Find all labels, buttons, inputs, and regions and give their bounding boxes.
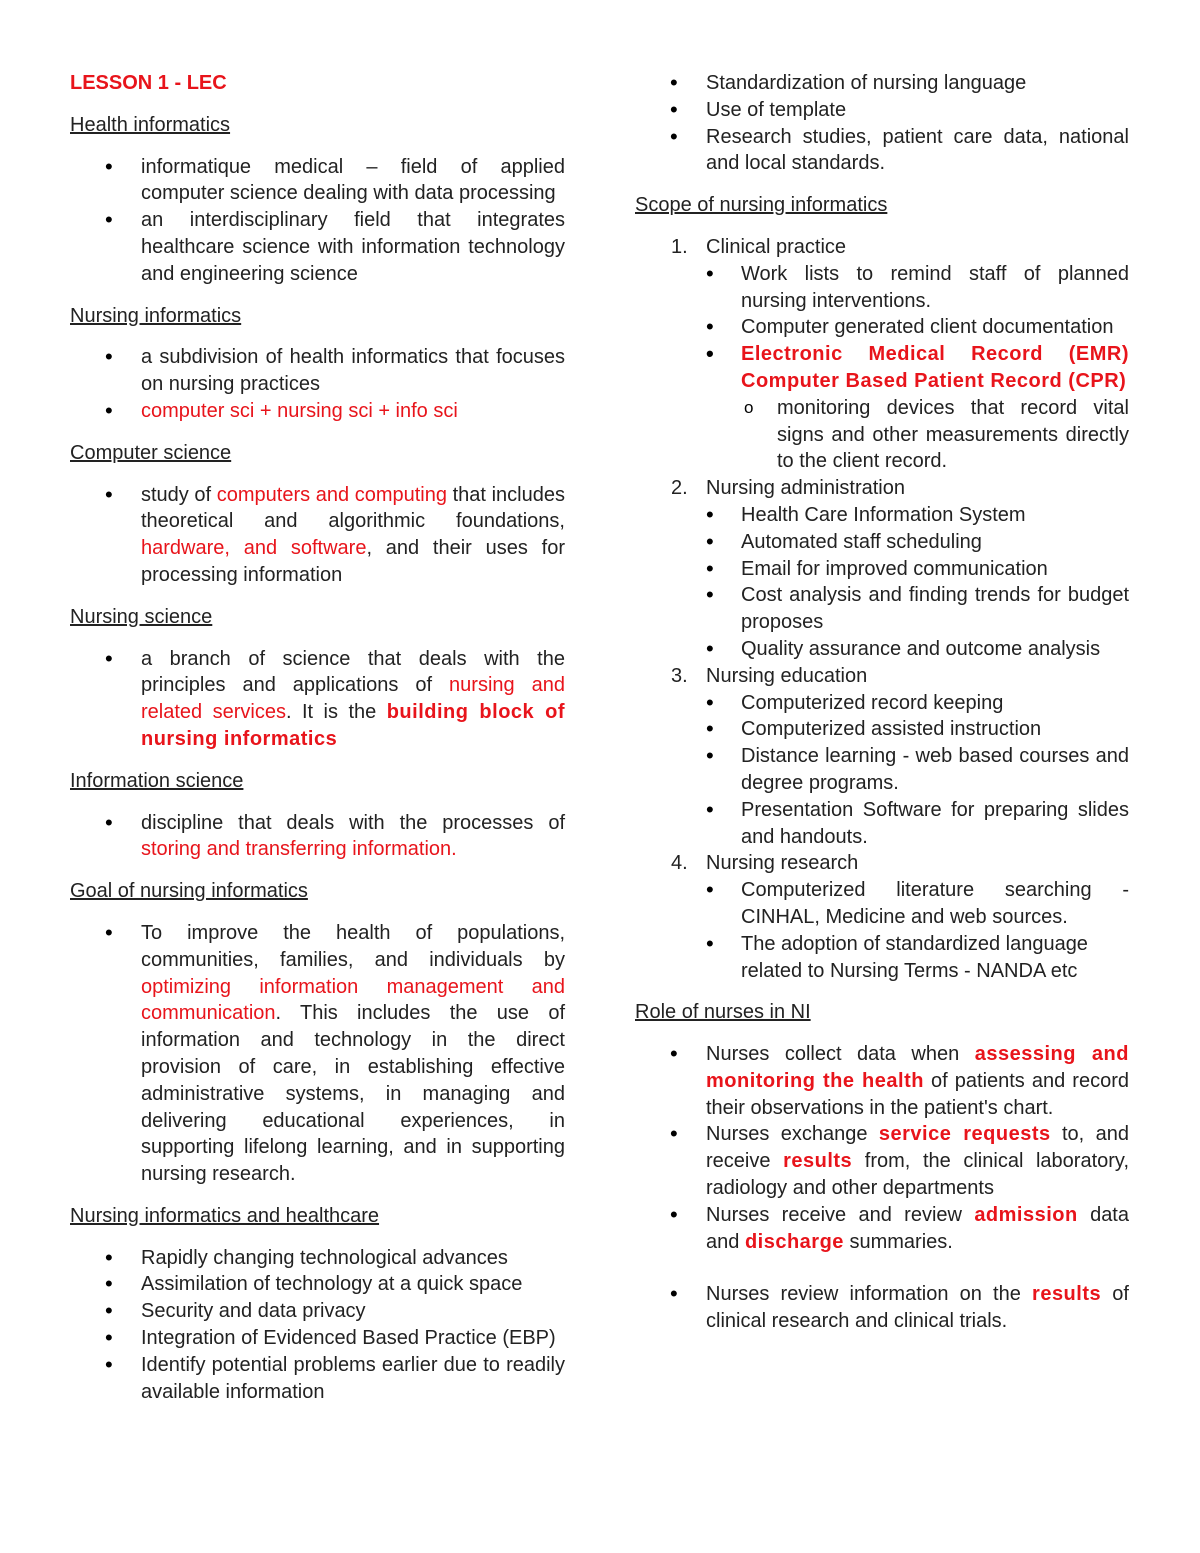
- role-list: [635, 1041, 1129, 1335]
- bold-highlight-text: building block of nursing informatics: [141, 701, 565, 750]
- list-item: • Health Care Information System: [706, 502, 1129, 529]
- list-item-highlight: • computer sci + nursing sci + info sci: [70, 398, 565, 425]
- scope-label: Nursing education: [706, 664, 868, 687]
- text: from, the clinical laboratory, radiology and other departments: [706, 1150, 1130, 1200]
- scope-label: Nursing research: [706, 852, 859, 875]
- scope-nursing-administration: [635, 475, 1129, 663]
- text: a branch of science that deals with the principles and applications of: [141, 647, 565, 697]
- list-item: [70, 646, 565, 753]
- list-number: 4.: [671, 852, 688, 875]
- heading-goal: Goal of nursing informatics: [70, 880, 308, 903]
- heading-role: Role of nurses in NI: [635, 1001, 811, 1024]
- text: .: [451, 838, 457, 861]
- list-item: • Identify potential problems earlier due to readily available information: [70, 1352, 565, 1406]
- list-item: [635, 1202, 1129, 1256]
- administration-sublist: [706, 502, 1129, 663]
- list-item-emr: • Electronic Medical Record (EMR) Computer Based Patient Record (CPR): [706, 341, 1129, 395]
- bold-highlight-text: admission: [974, 1203, 1078, 1226]
- highlight-text: nursing and related services: [141, 674, 565, 724]
- list-item: • Computerized assisted instruction: [706, 716, 1129, 743]
- bold-highlight-text: discharge: [744, 1230, 844, 1253]
- list-item: • The adoption of standardized language related to Nursing Terms - NANDA etc: [706, 931, 1129, 985]
- list-item: • Computer generated client documentation: [706, 314, 1129, 341]
- text: of clinical research and clinical trials.: [706, 1283, 1129, 1333]
- healthcare-list: [70, 1245, 565, 1406]
- scope-nursing-research: [635, 850, 1129, 984]
- list-item: • Automated staff scheduling: [706, 529, 1129, 556]
- information-science-list: [70, 810, 565, 864]
- continued-list: [635, 70, 1129, 177]
- spacer: [635, 1255, 1129, 1281]
- heading-nursing-science: Nursing science: [70, 605, 213, 628]
- list-number: 1.: [671, 235, 688, 258]
- list-item: [70, 482, 565, 589]
- heading-nursing-informatics: Nursing informatics: [70, 304, 242, 327]
- heading-computer-science: Computer science: [70, 441, 232, 464]
- list-item: • Integration of Evidenced Based Practice (EBP): [70, 1325, 565, 1352]
- heading-health-informatics: Health informatics: [70, 113, 231, 136]
- text: Nurses receive and review: [706, 1203, 975, 1226]
- list-item: [635, 1281, 1129, 1335]
- goal-list: [70, 920, 565, 1188]
- list-item: • Assimilation of technology at a quick space: [70, 1271, 565, 1298]
- text: . This includes the use of information and technology in the direct provision of care, in establishing effective administrative systems, in managing and delivering educational experiences, in supporting lifelong learning, and in supporting nursing research.: [141, 1002, 565, 1186]
- scope-list: [635, 234, 1129, 984]
- list-item: • an interdisciplinary field that integrates healthcare science with information technology and engineering science: [70, 207, 565, 287]
- text: of patients and record their observations in the patient's chart.: [706, 1069, 1129, 1119]
- heading-information-science: Information science: [70, 769, 244, 792]
- scope-nursing-education: [635, 663, 1129, 851]
- bold-highlight-text: assessing and monitoring the health: [706, 1043, 1129, 1092]
- lesson-title: LESSON 1 - LEC: [70, 72, 227, 94]
- text: , and their uses for processing information: [141, 537, 565, 586]
- heading-healthcare: Nursing informatics and healthcare: [70, 1204, 380, 1227]
- list-item: [635, 1041, 1129, 1121]
- scope-label: Clinical practice: [706, 235, 847, 258]
- left-column: [70, 70, 565, 1420]
- emr-sublist: [706, 395, 1129, 475]
- list-item: • Security and data privacy: [70, 1298, 565, 1325]
- list-item: • Computerized literature searching - CINHAL, Medicine and web sources.: [706, 877, 1129, 931]
- nursing-science-list: [70, 646, 565, 753]
- list-item: [70, 920, 565, 1188]
- list-item: • a subdivision of health informatics that focuses on nursing practices: [70, 344, 565, 398]
- heading-scope: Scope of nursing informatics: [635, 194, 888, 217]
- list-item: [70, 810, 565, 864]
- list-item: • Research studies, patient care data, national and local standards.: [635, 124, 1129, 178]
- nursing-informatics-list: [70, 344, 565, 424]
- highlight-text: hardware, and software: [141, 537, 367, 560]
- text: study of: [141, 483, 217, 506]
- computer-science-list: [70, 482, 565, 589]
- scope-clinical-practice: [635, 234, 1129, 475]
- list-item: • Presentation Software for preparing slides and handouts.: [706, 797, 1129, 851]
- list-item: • Use of template: [635, 97, 1129, 124]
- list-number: 2.: [671, 477, 688, 500]
- clinical-sublist: [706, 261, 1129, 395]
- list-item: • Distance learning - web based courses and degree programs.: [706, 743, 1129, 797]
- list-item: • Cost analysis and finding trends for budget proposes: [706, 582, 1129, 636]
- text: discipline that deals with the processes of: [141, 811, 565, 834]
- bold-highlight-text: service requests: [878, 1123, 1051, 1146]
- list-item: o monitoring devices that record vital signs and other measurements directly to the client record.: [706, 395, 1129, 475]
- list-item: • Email for improved communication: [706, 556, 1129, 583]
- research-sublist: [706, 877, 1129, 984]
- scope-label: Nursing administration: [706, 477, 905, 500]
- text: Nurses review information on the: [706, 1283, 1033, 1306]
- education-sublist: [706, 690, 1129, 851]
- highlight-text: storing and transferring information: [141, 838, 452, 861]
- text: . It is the: [285, 701, 387, 724]
- text: summaries.: [843, 1230, 953, 1253]
- list-item: [635, 1121, 1129, 1201]
- list-item: • Standardization of nursing language: [635, 70, 1129, 97]
- list-item: • Rapidly changing technological advances: [70, 1245, 565, 1272]
- highlight-text: optimizing information management and communication: [141, 975, 565, 1025]
- bold-highlight-text: results: [1032, 1283, 1102, 1306]
- list-item: • Computerized record keeping: [706, 690, 1129, 717]
- list-item: • informatique medical – field of applied computer science dealing with data processing: [70, 154, 565, 208]
- list-item: • Work lists to remind staff of planned nursing interventions.: [706, 261, 1129, 315]
- health-informatics-list: [70, 154, 565, 288]
- text: Nurses collect data when: [706, 1043, 975, 1066]
- text: Nurses exchange: [706, 1123, 879, 1146]
- bold-highlight-text: results: [783, 1150, 853, 1173]
- list-item: • Quality assurance and outcome analysis: [706, 636, 1129, 663]
- right-column: [635, 70, 1129, 1350]
- text: data and: [706, 1203, 1129, 1253]
- text: that includes theoretical and algorithmic foundations,: [141, 483, 565, 533]
- list-number: 3.: [671, 664, 688, 687]
- highlight-text: computers and computing: [216, 483, 447, 506]
- text: To improve the health of populations, communities, families, and individuals by: [141, 921, 565, 971]
- text: to, and receive: [706, 1123, 1130, 1173]
